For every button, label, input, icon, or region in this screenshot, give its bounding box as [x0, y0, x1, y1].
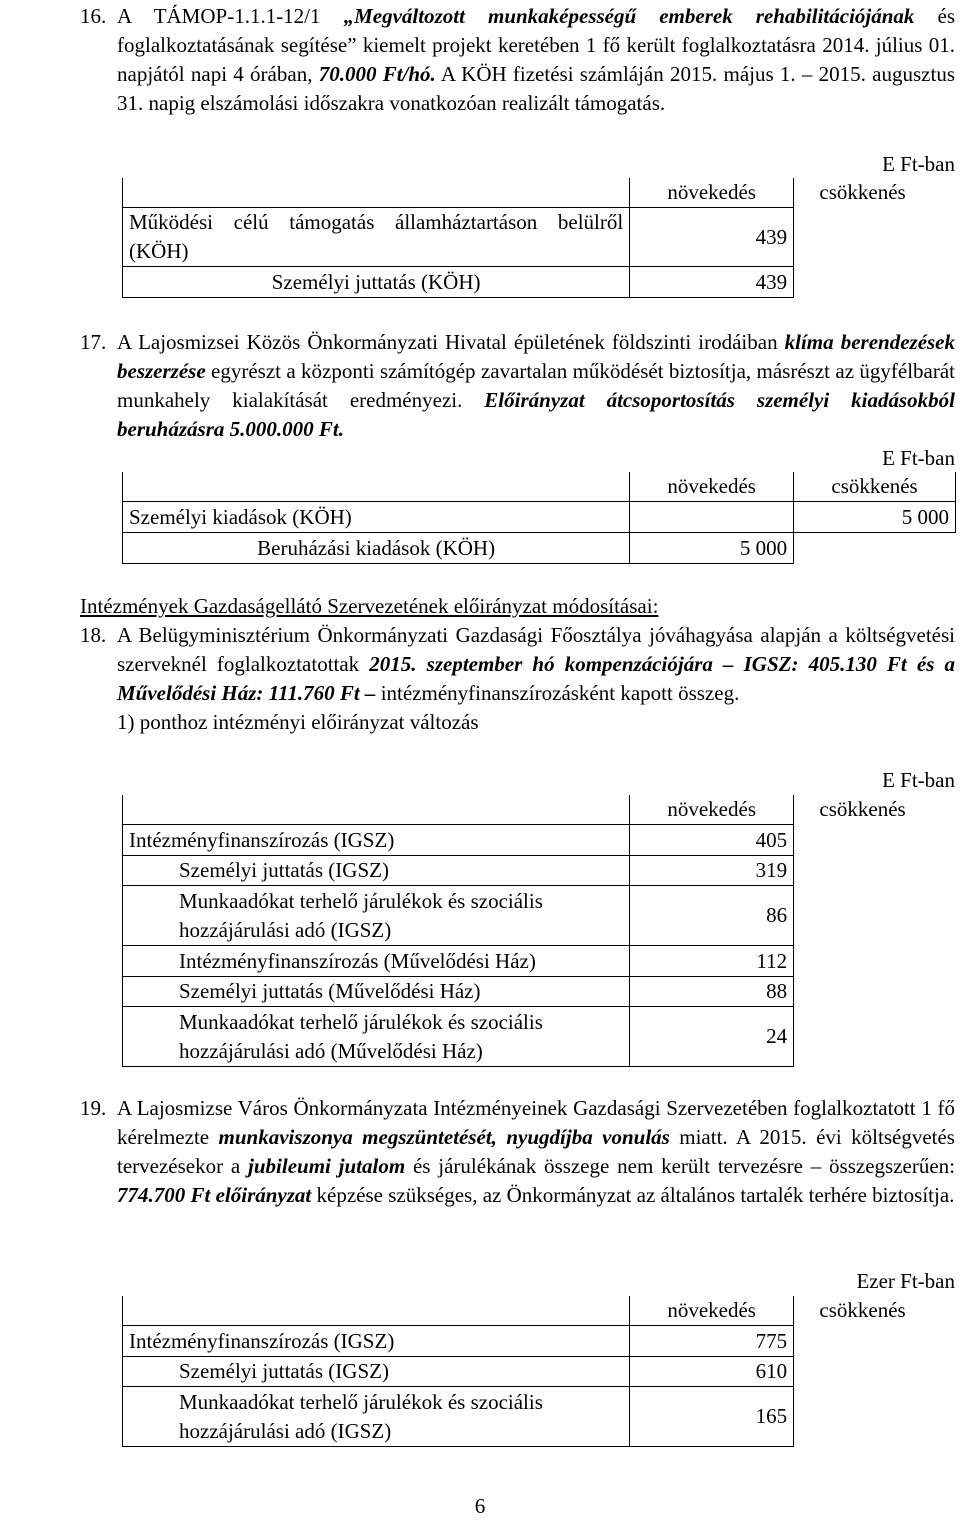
- table-header-row: növekedés csökkenés: [123, 1296, 932, 1326]
- item-18-table: [122, 795, 932, 1067]
- table-row: Intézményfinanszírozás (IGSZ) 775: [123, 1326, 932, 1357]
- item-16-text: 16. A TÁMOP-1.1.1-12/1 „Megváltozott munkaképességű emberek rehabilitációjának és foglalkoztatásának segítése” kiemelt projekt keretében 1 fő került foglalkoztatásra 2014. július 01. napjától napi 4 órában, 70.000 Ft/hó. A KÖH fizetési számláján 2015. május 1. – 2015. augusztus 31. napig elszámolási időszakra vonatkozóan realizált támogatás.: [80, 4, 956, 115]
- item-17-number: 17.: [80, 330, 107, 354]
- page-number: 6: [474, 1494, 486, 1518]
- item-19-text: 19. A Lajosmizse Város Önkormányzata Intézményeinek Gazdasági Szervezetében foglalkoztatott 1 fő kérelmezte munkaviszonya megszüntetését, nyugdíjba vonulás miatt. A 2015. évi költségvetés tervezésekor a jubileumi jutalom és járulékának összege nem került tervezésre – összegszerűen: 774.700 Ft előirányzat képzése szükséges, az Önkormányzat az általános tartalék terhére biztosítja.: [80, 1096, 955, 1207]
- item-16-unit: E Ft-ban: [882, 152, 955, 176]
- table-row: Személyi juttatás (KÖH) 439: [123, 267, 932, 298]
- table-row: Személyi juttatás (Művelődési Ház) 88: [123, 977, 932, 1007]
- item-19-unit: Ezer Ft-ban: [856, 1269, 955, 1293]
- table-row: Munkaadókat terhelő járulékok és szociális hozzájárulási adó (IGSZ) 86: [123, 886, 932, 946]
- table-row: Munkaadókat terhelő járulékok és szociális hozzájárulási adó (Művelődési Ház) 24: [123, 1007, 932, 1067]
- item-19-number: 19.: [80, 1096, 107, 1120]
- item-18-number: 18.: [80, 623, 107, 647]
- table-header-row: növekedés csökkenés: [123, 178, 932, 208]
- table-row: Személyi juttatás (IGSZ) 319: [123, 856, 932, 886]
- item-18-text: 18. A Belügyminisztérium Önkormányzati Gazdasági Főosztálya jóváhagyása alapján a költségvetési szerveknél foglalkoztatottak 2015. szeptember hó kompenzációjára – IGSZ: 405.130 Ft és a Művelődési Ház: 111.760 Ft – intézményfinanszírozásként kapott összeg.: [80, 623, 955, 705]
- item-18-unit: E Ft-ban: [882, 768, 955, 792]
- item-19-table: [122, 1296, 932, 1447]
- table-row: Személyi juttatás (IGSZ) 610: [123, 1357, 932, 1387]
- item-17-text: 17. A Lajosmizsei Közös Önkormányzati Hivatal épületének földszinti irodáiban klíma berendezések beszerzése egyrészt a központi számítógép zavartalan működését biztosítja, másrészt az ügyfélbarát munkahely kialakítását eredményezi. Előirányzat átcsoportosítás személyi kiadásokból beruházásra 5.000.000 Ft.: [80, 330, 956, 441]
- section-heading: Intézmények Gazdaságellátó Szervezetének előirányzat módosításai:: [80, 594, 659, 618]
- item-17-table: [122, 472, 956, 564]
- item-16-number: 16.: [80, 4, 107, 28]
- item-17: [80, 328, 955, 444]
- table-row: Beruházási kiadások (KÖH) 5 000: [123, 533, 956, 564]
- item-19: [80, 1094, 955, 1210]
- item-18: [80, 621, 955, 737]
- item-18-subpoint: 1) ponthoz intézményi előirányzat változás: [117, 710, 479, 734]
- table-row: Működési célú támogatás államháztartáson belülről (KÖH) 439: [123, 208, 932, 267]
- table-row: Intézményfinanszírozás (IGSZ) 405: [123, 825, 932, 856]
- item-17-unit: E Ft-ban: [882, 446, 955, 470]
- item-16-table: [122, 178, 932, 298]
- table-row: Személyi kiadások (KÖH) 5 000: [123, 502, 956, 533]
- table-row: Munkaadókat terhelő járulékok és szociális hozzájárulási adó (IGSZ) 165: [123, 1387, 932, 1447]
- table-header-row: növekedés csökkenés: [123, 472, 956, 502]
- table-header-row: növekedés csökkenés: [123, 795, 932, 825]
- item-16: [80, 2, 955, 118]
- table-row: Intézményfinanszírozás (Művelődési Ház) 112: [123, 946, 932, 977]
